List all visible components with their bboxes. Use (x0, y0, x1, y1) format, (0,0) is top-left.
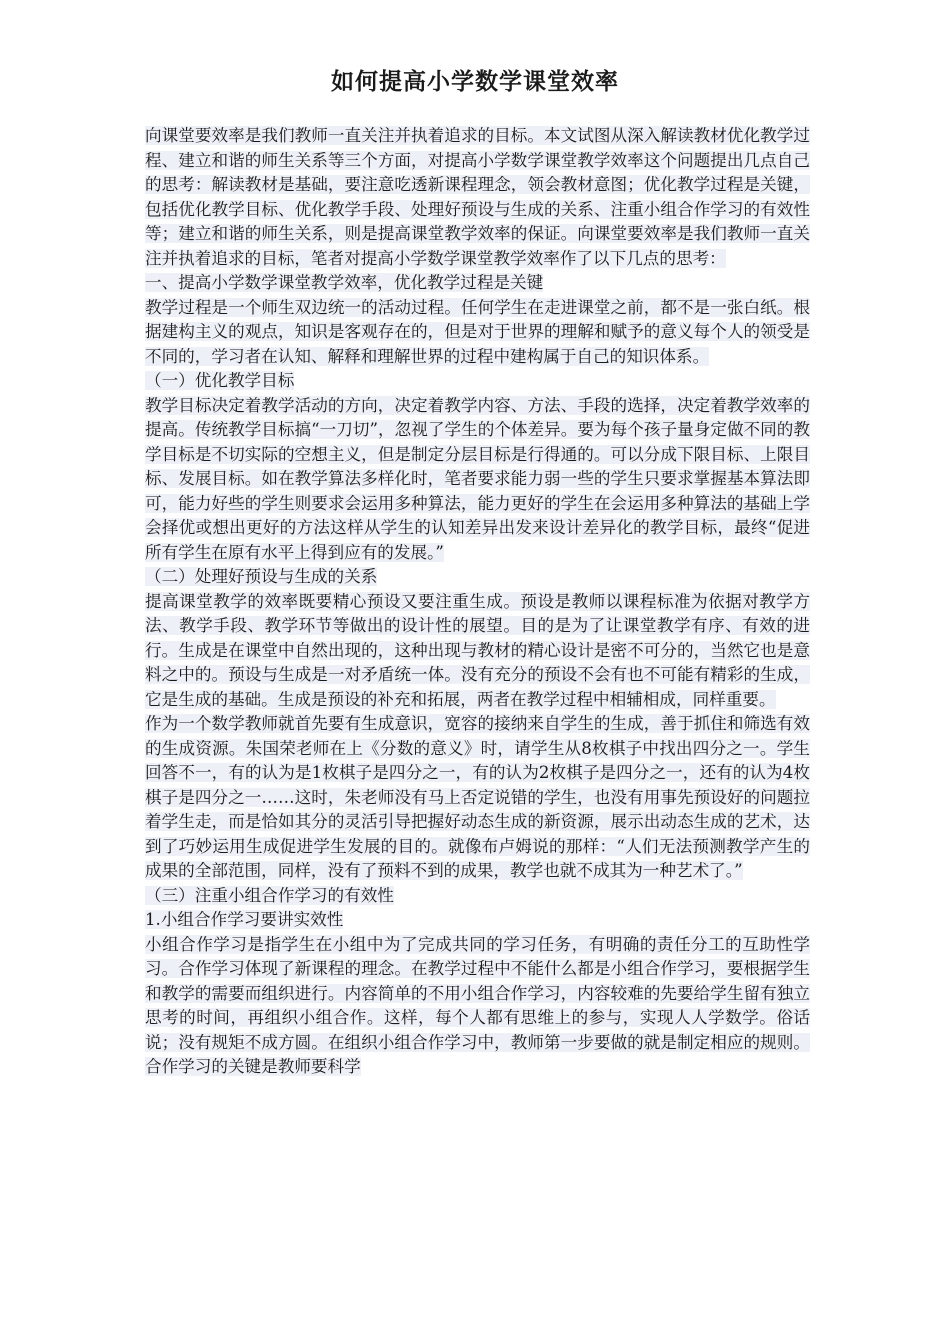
heading-text: 一、提高小学数学课堂教学效率，优化教学过程是关键 (145, 273, 544, 292)
paragraph-teaching-process (145, 296, 810, 370)
subsection-heading-3 (145, 884, 810, 909)
document-title: 如何提高小学数学课堂效率 (331, 68, 619, 95)
paragraph-text: 提高课堂教学的效率既要精心预设又要注重生成。预设是教师以课程标准为依据对教学方法、教学手段、教学环节等做出的设计性的展望。目的是为了让课堂教学有序、有效的进行。生成是在课堂中自然出现的，这种出现与教材的精心设计是密不可分的，当然它也是意料之中的。预设与生成是一对矛盾统一体。没有充分的预设不会有也不可能有精彩的生成，它是生成的基础。生成是预设的补充和拓展，两者在教学过程中相辅相成，同样重要。 (145, 591, 810, 709)
section-heading-1 (145, 271, 810, 296)
paragraph-abstract (145, 124, 810, 271)
subsection-heading-2 (145, 565, 810, 590)
subsection-heading-1 (145, 369, 810, 394)
paragraph-text: 教学过程是一个师生双边统一的活动过程。任何学生在走进课堂之前，都不是一张白纸。根据建构主义的观点，知识是客观存在的，但是对于世界的理解和赋予的意义每个人的领受是不同的，学习者在认知、解释和理解世界的过程中建构属于自己的知识体系。 (145, 297, 810, 366)
paragraph-teaching-goals (145, 394, 810, 566)
paragraph-text: 教学目标决定着教学活动的方向，决定着教学内容、方法、手段的选择，决定着教学效率的提高。传统教学目标搞“一刀切”，忽视了学生的个体差异。要为每个孩子量身定做不同的教学目标是不切实际的空想主义，但是制定分层目标是行得通的。可以分成下限目标、上限目标、发展目标。如在教学算法多样化时，笔者要求能力弱一些的学生只要求掌握基本算法即可，能力好些的学生则要求会运用多种算法，能力更好的学生在会运用多种算法的基础上学会择优或想出更好的方法这样从学生的认知差异出发来设计差异化的教学目标，最终“促进所有学生在原有水平上得到应有的发展。” (145, 395, 810, 562)
heading-text: （三）注重小组合作学习的有效性 (145, 885, 394, 905)
heading-text: （二）处理好预设与生成的关系 (145, 567, 378, 586)
paragraph-preset-generation (145, 590, 810, 713)
item-heading-1 (145, 908, 810, 933)
paragraph-text: 向课堂要效率是我们教师一直关注并执着追求的目标。本文试图从深入解读教材优化教学过程、建立和谐的师生关系等三个方面，对提高小学数学课堂教学效率这个问题提出几点自己的思考：解读教材是基础，要注意吃透新课程理念，领会教材意图；优化教学过程是关键，包括优化教学目标、优化教学手段、处理好预设与生成的关系、注重小组合作学习的有效性等；建立和谐的师生关系，则是提高课堂教学效率的保证。向课堂要效率是我们教师一直关注并执着追求的目标，笔者对提高小学数学课堂教学效率作了以下几点的思考： (145, 126, 810, 268)
paragraph-group-learning (145, 933, 810, 1080)
document-body (145, 124, 810, 1080)
heading-text: （一）优化教学目标 (145, 371, 295, 390)
paragraph-generation-awareness (145, 712, 810, 884)
paragraph-text: 小组合作学习是指学生在小组中为了完成共同的学习任务，有明确的责任分工的互助性学习。合作学习体现了新课程的理念。在教学过程中不能什么都是小组合作学习，要根据学生和教学的需要而组织进行。内容简单的不用小组合作学习，内容较难的先要给学生留有独立思考的时间，再组织小组合作。这样，每个人都有思维上的参与，实现人人学数学。俗话说；没有规矩不成方圆。在组织小组合作学习中，教师第一步要做的就是制定相应的规则。合作学习的关键是教师要科学 (145, 934, 810, 1076)
heading-text: 1.小组合作学习要讲实效性 (145, 910, 344, 929)
paragraph-text: 作为一个数学教师就首先要有生成意识，宽容的接纳来自学生的生成，善于抓住和筛选有效的生成资源。朱国荣老师在上《分数的意义》时，请学生从8枚棋子中找出四分之一。学生回答不一，有的认为是1枚棋子是四分之一，有的认为2枚棋子是四分之一，还有的认为4枚棋子是四分之一……这时，朱老师没有马上否定说错的学生，也没有用事先预设好的问题拉着学生走，而是恰如其分的灵活引导把握好动态生成的新资源，展示出动态生成的艺术，达到了巧妙运用生成促进学生发展的目的。就像布卢姆说的那样：“人们无法预测教学产生的成果的全部范围，同样，没有了预料不到的成果，教学也就不成其为一种艺术了。” (145, 714, 810, 880)
